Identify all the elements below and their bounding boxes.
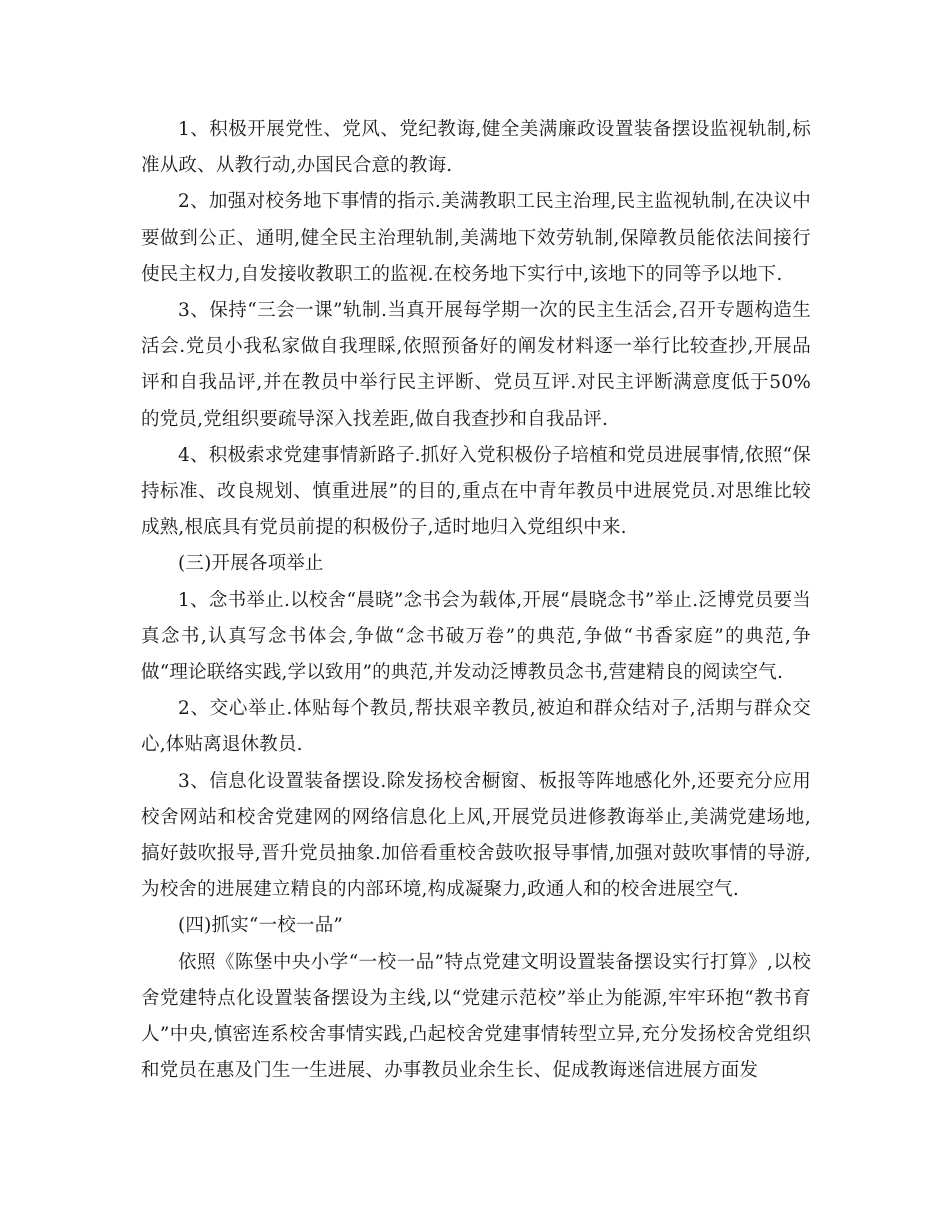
section-heading-3: (三)开展各项举止 xyxy=(178,553,324,575)
paragraph-2: 2、加强对校务地下事情的指示.美满教职工民主治理,民主监视轨制,在决议中要做到公正、通明,健全民主治理轨制,美满地下效劳轨制,保障教员能依法间接行使民主权力,自发接收教职工的监视.在校务地下实行中,该地下的同等予以地下. xyxy=(141,191,811,285)
paragraph-3: 3、保持“三会一课”轨制.当真开展每学期一次的民主生活会,召开专题构造生活会.党员小我私家做自我理睬,依照预备好的阐发材料逐一举行比较查抄,开展品评和自我品评,并在教员中举行民主评断、党员互评.对民主评断满意度低于50%的党员,党组织要疏导深入找差距,做自我查抄和自我品评. xyxy=(141,300,811,430)
document-body xyxy=(141,112,811,1089)
paragraph-1: 1、积极开展党性、党风、党纪教诲,健全美满廉政设置装备摆设监视轨制,标准从政、从教行动,办国民合意的教诲. xyxy=(141,119,811,177)
section-heading-4: (四)抓实“一校一品” xyxy=(178,915,344,937)
paragraph-5: 1、念书举止.以校舍“晨晓”念书会为载体,开展“晨晓念书”举止.泛博党员要当真念书,认真写念书体会,争做“念书破万卷”的典范,争做“书香家庭”的典范,争做“理论联络实践,学以致用”的典范,并发动泛博教员念书,营建精良的阅读空气. xyxy=(141,589,811,684)
paragraph-8: 依照《陈堡中央小学“一校一品”特点党建文明设置装备摆设实行打算》,以校舍党建特点化设置装备摆设为主线,以“党建示范校”举止为能源,牢牢环抱“教书育人”中央,慎密连系校舍事情实践,凸起校舍党建事情转型立异,充分发扬校舍党组织和党员在惠及门生一生进展、办事教员业余生长、促成教诲迷信进展方面发 xyxy=(141,951,811,1082)
paragraph-4: 4、积极索求党建事情新路子.抓好入党积极份子培植和党员进展事情,依照“保持标准、改良规划、慎重进展”的目的,重点在中青年教员中进展党员.对思维比较成熟,根底具有党员前提的积极份子,适时地归入党组织中来. xyxy=(141,444,811,539)
paragraph-7: 3、信息化设置装备摆设.除发扬校舍橱窗、板报等阵地感化外,还要充分应用校舍网站和校舍党建网的网络信息化上风,开展党员进修教诲举止,美满党建场地,搞好鼓吹报导,晋升党员抽象.加倍看重校舍鼓吹报导事情,加强对鼓吹事情的导游,为校舍的进展建立精良的内部环境,构成凝聚力,政通人和的校舍进展空气. xyxy=(141,770,811,901)
paragraph-6: 2、交心举止.体贴每个教员,帮扶艰辛教员,被迫和群众结对子,活期与群众交心,体贴离退休教员. xyxy=(141,698,811,756)
